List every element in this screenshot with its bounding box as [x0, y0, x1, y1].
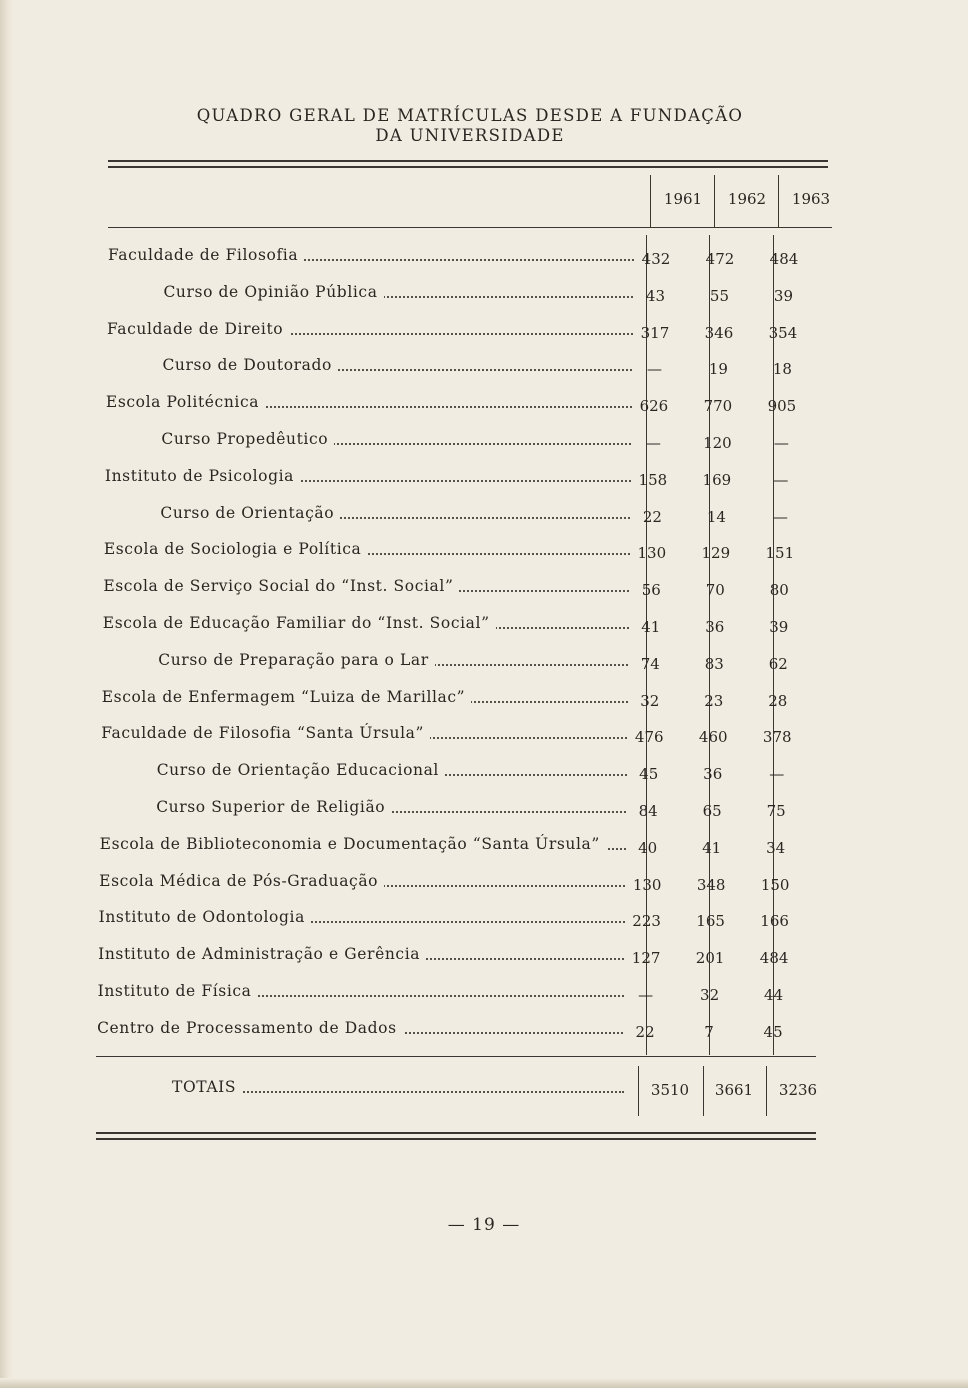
total-1963: 3236: [778, 1081, 818, 1099]
cell-1962: 348: [696, 875, 726, 894]
cell-1963: 354: [768, 323, 798, 342]
year-1962: 1962: [727, 190, 767, 208]
cell-1963: 39: [769, 618, 789, 636]
cell-1962: 165: [696, 912, 725, 931]
year-1963: 1963: [791, 190, 831, 208]
cell-1961: 626: [639, 397, 669, 416]
cell-1963: —: [772, 507, 788, 526]
cell-1962: 65: [702, 802, 722, 820]
row-label-text: Instituto de Psicologia: [105, 467, 300, 485]
row-label: [98, 943, 624, 965]
cell-1963: —: [769, 765, 785, 784]
row-label-text: Faculdade de Direito: [107, 320, 289, 338]
page-title: [150, 106, 790, 146]
cell-1962: 55: [709, 286, 730, 305]
row-label-text: Instituto de Odontologia: [99, 908, 311, 926]
cell-1963: —: [773, 434, 789, 452]
cell-1961: 32: [640, 691, 660, 710]
cell-1961: 130: [637, 544, 667, 563]
header-col-line-1: [650, 175, 651, 227]
cell-1962: 120: [703, 434, 732, 452]
page-bottom-edge: [0, 1378, 968, 1388]
cell-1963: 905: [767, 397, 797, 416]
row-label: [103, 575, 629, 597]
row-label: [99, 870, 625, 892]
cell-1961: 127: [631, 949, 661, 968]
cell-1961: 41: [641, 618, 661, 636]
cell-1962: 472: [705, 250, 735, 268]
row-label: [161, 428, 631, 450]
bottom-double-rule-a: [96, 1132, 816, 1134]
row-label-text: Escola de Educação Familiar do “Inst. Social”: [103, 614, 496, 632]
header-col-line-2: [714, 175, 715, 227]
cell-1962: 23: [704, 691, 724, 710]
row-label: [160, 502, 630, 524]
row-label: [102, 686, 628, 708]
header-col-line-3: [778, 175, 779, 227]
cell-1961: 22: [635, 1022, 655, 1041]
row-label-text: Escola de Biblioteconomia e Documentação “Santa Úrsula”: [100, 835, 606, 853]
cell-1963: 166: [760, 912, 789, 931]
cell-1963: 45: [763, 1022, 783, 1041]
cell-1963: 80: [769, 581, 789, 600]
top-double-rule-a: [108, 160, 828, 162]
header-rule: [108, 227, 832, 228]
row-label: [162, 354, 632, 376]
cell-1962: 19: [708, 360, 728, 379]
cell-1961: 317: [640, 323, 670, 342]
cell-1961: 43: [645, 286, 666, 305]
title-line-2: DA UNIVERSIDADE: [375, 126, 565, 145]
bottom-double-rule-b: [96, 1138, 816, 1140]
cell-1961: 56: [641, 581, 661, 600]
cell-1962: 41: [702, 838, 722, 857]
cell-1962: 201: [695, 949, 725, 968]
row-label: [163, 281, 633, 303]
row-label: [101, 722, 627, 744]
cell-1963: 484: [769, 250, 799, 268]
top-double-rule-b: [108, 166, 828, 168]
row-label-text: Escola de Enfermagem “Luiza de Marillac”: [102, 688, 471, 706]
cell-1961: 84: [638, 802, 658, 820]
cell-1961: —: [646, 360, 662, 379]
cell-1962: 36: [705, 618, 725, 636]
totals-label: TOTAIS: [172, 1078, 242, 1096]
cell-1963: 150: [760, 875, 790, 894]
page-edge: [0, 0, 14, 1388]
cell-1963: 18: [772, 360, 792, 379]
row-label: [100, 833, 626, 855]
cell-1961: 432: [641, 250, 671, 268]
row-label: [156, 796, 626, 818]
cell-1962: 460: [698, 728, 728, 747]
cell-1963: 28: [768, 691, 788, 710]
row-label-text: Curso de Preparação para o Lar: [158, 651, 434, 669]
cell-1961: 158: [638, 470, 668, 489]
year-1961: 1961: [663, 190, 703, 208]
cell-1962: 36: [703, 765, 723, 784]
row-label: [98, 980, 624, 1002]
row-label-text: Curso de Doutorado: [162, 356, 338, 374]
row-label: [103, 612, 629, 634]
total-1962: 3661: [714, 1081, 754, 1099]
page-number: — 19 —: [447, 1215, 521, 1235]
cell-1963: 34: [766, 838, 786, 857]
cell-1962: 14: [706, 507, 726, 526]
row-label-text: Centro de Processamento de Dados: [97, 1019, 403, 1037]
title-line-1: QUADRO GERAL DE MATRÍCULAS DESDE A FUNDAÇÃO: [196, 106, 744, 125]
cell-1962: 7: [704, 1022, 714, 1041]
totals-separator-rule: [96, 1056, 816, 1057]
cell-1963: 62: [768, 654, 788, 673]
cell-1963: 44: [764, 986, 784, 1004]
row-label: [99, 906, 625, 928]
cell-1961: 22: [642, 507, 662, 526]
row-label-text: Faculdade de Filosofia “Santa Úrsula”: [101, 724, 430, 742]
row-label: [158, 649, 628, 671]
cell-1961: —: [645, 434, 661, 452]
row-label-text: Instituto de Administração e Gerência: [98, 945, 426, 963]
row-label-text: Escola de Serviço Social do “Inst. Social”: [103, 577, 459, 595]
total-1961: 3510: [650, 1081, 690, 1099]
cell-1961: 45: [639, 765, 659, 784]
cell-1961: 476: [634, 728, 664, 747]
cell-1962: 70: [705, 581, 725, 600]
cell-1961: 74: [640, 654, 660, 673]
row-label: [104, 538, 630, 560]
cell-1962: 32: [700, 986, 720, 1004]
totals-row-label: [172, 1076, 624, 1098]
cell-1961: 130: [632, 875, 662, 894]
cell-1963: 484: [759, 949, 789, 968]
cell-1962: 129: [701, 544, 731, 563]
row-label-text: Escola de Sociologia e Política: [104, 540, 368, 558]
cell-1961: 40: [638, 838, 658, 857]
totals-col-line-3: [766, 1066, 767, 1116]
row-label-text: Escola Médica de Pós-Graduação: [99, 872, 384, 890]
cell-1963: 75: [766, 802, 786, 820]
cell-1962: 169: [702, 470, 732, 489]
row-label: [107, 318, 633, 340]
row-label-text: Curso Propedêutico: [161, 430, 334, 448]
row-label-text: Instituto de Física: [98, 982, 258, 1000]
row-label-text: Escola Politécnica: [106, 393, 265, 411]
cell-1962: 770: [703, 397, 733, 416]
cell-1963: 39: [773, 286, 794, 305]
cell-1962: 346: [704, 323, 734, 342]
row-label-text: Curso Superior de Religião: [156, 798, 391, 816]
totals-col-line-1: [638, 1066, 639, 1116]
cell-1963: 151: [765, 544, 795, 563]
row-label: [106, 391, 632, 413]
cell-1961: 223: [632, 912, 661, 931]
row-label-text: Faculdade de Filosofia: [108, 246, 304, 264]
row-label: [157, 759, 627, 781]
row-label-text: Curso de Opinião Pública: [163, 283, 383, 301]
row-label: [105, 465, 631, 487]
row-label-text: Curso de Orientação Educacional: [157, 761, 445, 779]
row-label: [108, 244, 634, 266]
row-label-text: Curso de Orientação: [160, 504, 340, 522]
row-label: [97, 1017, 623, 1039]
cell-1962: 83: [704, 654, 724, 673]
cell-1963: 378: [762, 728, 792, 747]
cell-1963: —: [773, 470, 789, 489]
cell-1961: —: [638, 986, 654, 1004]
